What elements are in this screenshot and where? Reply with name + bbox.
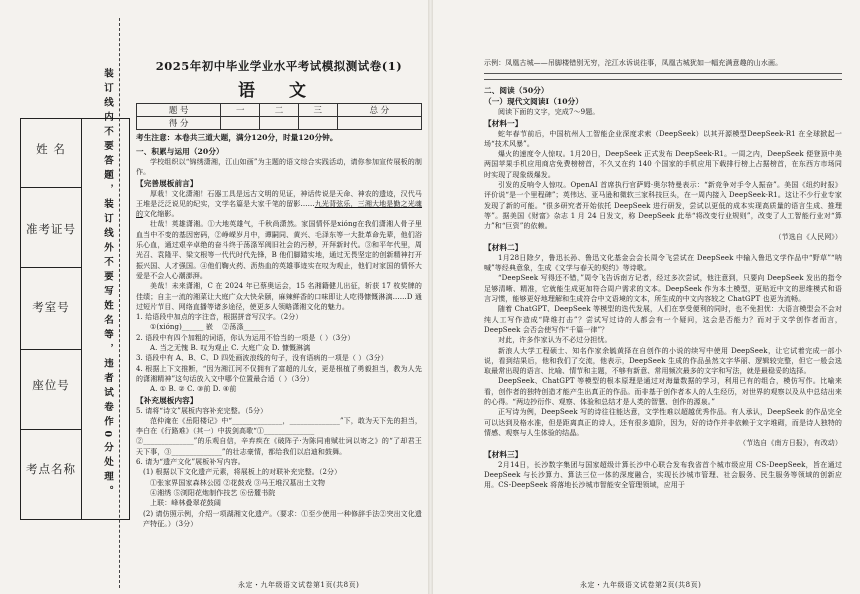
binding-warning: 装订线内不要答题，装订线外不要写姓名等，违者试卷作0分处理。	[102, 67, 113, 501]
question-6-couplet: 上联：峰林叠翠花鼓阔	[150, 499, 221, 508]
material1-p3: 引发的反响令人惊叹。OpenAI 首席执行官萨姆·奥尔特曼表示：“新竞争对手令人振奋”。美国《纽约时报》评价说“是一个里程碑”；英伟达、亚马逊和微软三家科技巨头，在一周内接入 DeepSeek-R1。这让不少行业专家发现了新的可能。“很多研究者开始依托 DeepSeek 进行研发，尝试以更低的成本实现高质量的语言生成、推理等”。据美国《财富》杂志 1 月 24 日发文，称 DeepSeek 此举“将改变行业规则”，改变了人工智能行业对“算力”和“巨资”的依赖。	[484, 181, 842, 231]
material2-p4: 对此，许多作家认为不必过分担忧。	[498, 336, 612, 345]
question-6-items2: ④湘绣 ⑤浏阳花炮制作技艺 ⑥岳麓书院	[150, 488, 276, 497]
binding-rule	[21, 187, 81, 188]
block2-header: 【补充展板内容】	[136, 395, 198, 405]
seat-number-label: 座位号	[32, 378, 70, 392]
score-header-cell: 一	[221, 104, 260, 117]
material2-p5: 新浪人大学工程硕士、知名作家余毓黄择在自创作的小说的续写中使用 DeepSeek，让它试着完成一部小说，看到结果后，他和我们了交流，他表示，DeepSeek 生成的作品虽然文字华丽、逻辑较完整，但它一般会选取最常出现的语言、比喻、情节和主题，不够有新意、常用频次最多的文字和写法，就是最稳妥的选择。	[484, 346, 842, 376]
q1-b-text: ②荡涤______	[222, 323, 266, 332]
material2-p6: DeepSeek、ChatGPT 等模型的根本原理是通过对海量数据的学习，利用已有的组合，模仿写作。比喻来看，创作者的独特创造才能产生出真正的作品。而非基于创作者本人的人生经历，对世界的观察以及从中总结出来的心得。“两边抄衍作、观察、体验和总结才是人类的智慧、创作的源泉。”	[484, 377, 842, 407]
answer-line	[484, 73, 842, 74]
section1-title: 一、积累与运用（20分）	[136, 147, 224, 156]
block1-paragraph3: 美哉！未来潇湘，C 在 2024 年已蔡奥运会，15 名湘籍健儿出征，斩获 17 枚奖牌的佳绩；自主一流的湘菜让大庭广众大快朵颐，麻辣鲜香的口味即让人吃得慷慨淋漓……D 通过短片节目、网络直播等诸多途径，使更多人领略潇湘文化的魅力。	[136, 282, 422, 311]
binding-rule	[21, 349, 81, 350]
question-1: 1. 给语段中加点的字注音，根据拼音写汉字。（2分）	[136, 313, 303, 322]
right-footer: 永定・九年级语文试卷第2页(共8页)	[580, 581, 702, 589]
material2-source: （节选自《南方日报》，有改动）	[739, 439, 842, 448]
block1-header: 【完善展板前言】	[136, 178, 198, 188]
exam-room-label: 考室号	[32, 300, 70, 314]
material3-p1: 2月14日，长沙数字集团与国家超级计算长沙中心联合发布我省首个城市级应用 CS-DeepSeek，旨在通过 DeepSeek 与长沙算力、算法三位一体的深度融合，实现长沙城市管理、社会服务、民生服务等领域的创新应用。CS-DeepSeek 将落地长沙城市智能安全管理领域，应用于	[484, 460, 842, 490]
score-cell[interactable]	[337, 117, 421, 130]
question-6: 6. 请为“遗产文化”展板补写内容。	[136, 458, 245, 467]
material3-header: 【材料三】	[484, 449, 523, 459]
question-6-a: (1) 根据以下文化遗产元素，将展板上的对联补充完整。（2分）	[143, 468, 342, 477]
left-footer: 永定・九年级语文试卷第1页(共8页)	[238, 581, 360, 589]
material2-p7: 正写诗为例，DeepSeek 写的诗往往能达意，文学性难以超越优秀作品。有人承认，DeepSeek 的作品完全可以达到及格水准，但是距离真正的诗人，还有很多道阶，因为，好的诗作并非依赖于文字堆砌，而是诗人独特的情感、观察与人生体验的结晶。	[484, 408, 842, 437]
page-fold	[428, 0, 433, 594]
material1-p2: 爆火的速度令人惊叹。1月20日，DeepSeek 正式发布 DeepSeek-R1。一周之内，DeepSeek 便登顶中美两国苹果手机应用商店免费榜榜首，不久又在约 140 个国家的手机应用下载排行榜上占据榜首，在东西方市场同时实现了现象级爆发。	[484, 150, 842, 179]
question-2: 2. 语段中有四个加粗的词语，你认为运用不恰当的一项是（ ）（3分）	[136, 333, 355, 342]
block1-text2-tail: 他们对家国的情怀大爱是不会人心潮澎湃。	[136, 261, 422, 280]
material2-p3: 随着 ChatGPT、DeepSeek 等模型的迭代发展，人们在享受便利的同时，也不免担忧：大语言模型会不会对纯人工写作造成“降维打击”？尝试写过诗的人都会有一个疑问，这会是否能力？而对于文学创作者而言，DeepSeek 会否会使写作“千篇一律”？	[484, 305, 842, 334]
material2-p2: “DeepSeek 写得还不错，”周令飞告诉南方记者，经过多次尝试，他注意到，只要向 DeepSeek 发出的指令足够清晰、精准，它就能生成更加符合周户需求的文本。DeepSeek 作为本土模型，更贴近中文的思维模式和语言习惯，能够更好地理解和生成符合中文语境的文本，所生成的中文内容较之 ChatGPT 也更为流畅。	[484, 274, 842, 304]
block1-text2: 壮哉！英雄潇湘。①大地英雄气，千秋尚潇然。家国情怀是xióng在我们潇湘人骨子里血当中不变的基因密码，②峥嵘岁月中，谭嗣同、黄兴、毛泽东等一大批革命先辈，他们浴乐心血，通过艰辛卓绝的奋斗终于荡涤军阀旧社会的污秽，开拜新时代。③和平年代里，周光召、袁隆平、梁文根等一代代时代先锋，B 他们脚踏实地，通过无畏坚定的创新精神打开振兴国、人才强国。④他们鞠火药、沥热血的英雄事迹实在叹为观止，	[136, 220, 422, 270]
score-header-cell: 三	[298, 104, 337, 117]
question-4-options: A. ① B. ② C. ③前 D. ④前	[150, 385, 237, 394]
instructions: 考生注意：本卷共三道大题，满分120分，时量120分钟。	[136, 133, 338, 142]
score-header-cell: 总 分	[337, 104, 421, 117]
score-cell[interactable]	[260, 117, 299, 130]
question-1-a	[136, 322, 422, 332]
question-2-options: A. 当之无愧 B. 叹为观止 C. 大庭广众 D. 慷慨淋漓	[150, 344, 311, 353]
score-header-cell: 题 号	[137, 104, 221, 117]
question-6-items1: ①张家界国家森林公园 ②花鼓戏 ③马王堆汉墓出土文物	[150, 478, 326, 487]
block1-paragraph1	[136, 189, 422, 220]
score-row-label: 得 分	[137, 117, 221, 130]
example-text: 示例：凤凰古城——吊脚楼错别无穷，沱江水诉说往事，凤凰古城犹如一幅充满意趣的山水画。	[484, 59, 783, 67]
q1-a-text: ①(xióng)______ 嵌	[150, 323, 213, 332]
left-page	[136, 52, 422, 529]
block1-emph: 九光背弦乐，三湘大地是勤之光魂的	[136, 199, 423, 219]
block1-text1: 厚栽！文化潇湘！石器工具是远古文明的见证，神话传说是天命、神农的遗迹，汉代马王堆是泛泛说见的纪实，文学名篇是大家千笔的留影……	[136, 189, 422, 208]
exam-number-label: 准考证号	[26, 222, 76, 236]
exam-site-label: 考点名称	[26, 462, 76, 476]
question-3: 3. 语段中有 A、B、C、D 四处画波浪线的句子，没有语病的一项是（ ）（3分）	[136, 354, 388, 363]
score-header-cell: 二	[260, 104, 299, 117]
material1-header: 【材料一】	[484, 118, 523, 128]
binding-divider	[81, 119, 82, 519]
block1-paragraph2	[136, 219, 422, 281]
material2-p1: 1月28日除夕，鲁迅长孙、鲁迅文化基金会会长周令飞尝试在 DeepSeek 中输入鲁迅文学作品中“野草”“呐喊”等经典意象，生成《文学与春天的契约》等诗歌。	[484, 253, 842, 273]
material1-p1: 蛇年春节前后，中国杭州人工智能企业深度求索（DeepSeek）以其开源模型DeepSeek-R1 在全球掀起一场“技术风暴”。	[484, 129, 842, 148]
material2-header: 【材料二】	[484, 242, 523, 252]
block1-text1-end: 文化缩影。	[143, 210, 179, 219]
right-page	[484, 52, 842, 490]
section1-intro: 学校组织以“锦绣潇湘，江山如画”为主题的语文综合实践活动，请你参加宣传展板的制作。	[136, 158, 422, 177]
subject-title: 语 文	[238, 81, 320, 101]
question-5-line1: 范仲淹在《岳阳楼记》中“______________，______________”下，敢为天下先的担当，李白在《行路难》（其一）中拔剑高歌“①______________	[136, 416, 422, 436]
question-4: 4. 根据上下文推断，“因为湘江河不仅拥有了富超的儿女，更是根植了勇毅担当，教为人先的潇湘精神”这句话放入文中哪个位置最合适（ ）（3分）	[136, 364, 422, 383]
score-table	[136, 103, 422, 130]
question-5: 5. 请将“诗文”展板内容补充完整。（5分）	[136, 406, 268, 415]
question-5-line2: ②______________”的乐观自信，辛弃疾在《破阵子·为陈同甫赋壮词以寄之》的“了却君王天下事，③______________”的壮志豪情，都给我们以启迪和鼓舞。	[136, 437, 422, 456]
exam-title: 2025年初中毕业学业水平考试模拟测试卷(1)	[155, 59, 403, 73]
binding-dashed-line	[119, 18, 120, 588]
part1-title: （一）现代文阅读Ⅰ（10分）	[484, 97, 584, 107]
section2-title: 二、阅读（50分）	[484, 86, 549, 96]
binding-rule	[21, 429, 81, 430]
name-label: 姓 名	[36, 142, 66, 156]
material1-source: （节选自《人民网》）	[774, 232, 842, 241]
part1-intro: 阅读下面的文字，完成7～9题。	[498, 108, 600, 117]
answer-line	[484, 79, 842, 80]
score-cell[interactable]	[298, 117, 337, 130]
question-6-b: (2) 请仿照示例，介绍一项湖湘文化遗产。（要求：①至少使用一种修辞手法②突出文化遗产特征。）（3分）	[143, 509, 422, 528]
score-cell[interactable]	[221, 117, 260, 130]
binding-rule	[21, 267, 81, 268]
